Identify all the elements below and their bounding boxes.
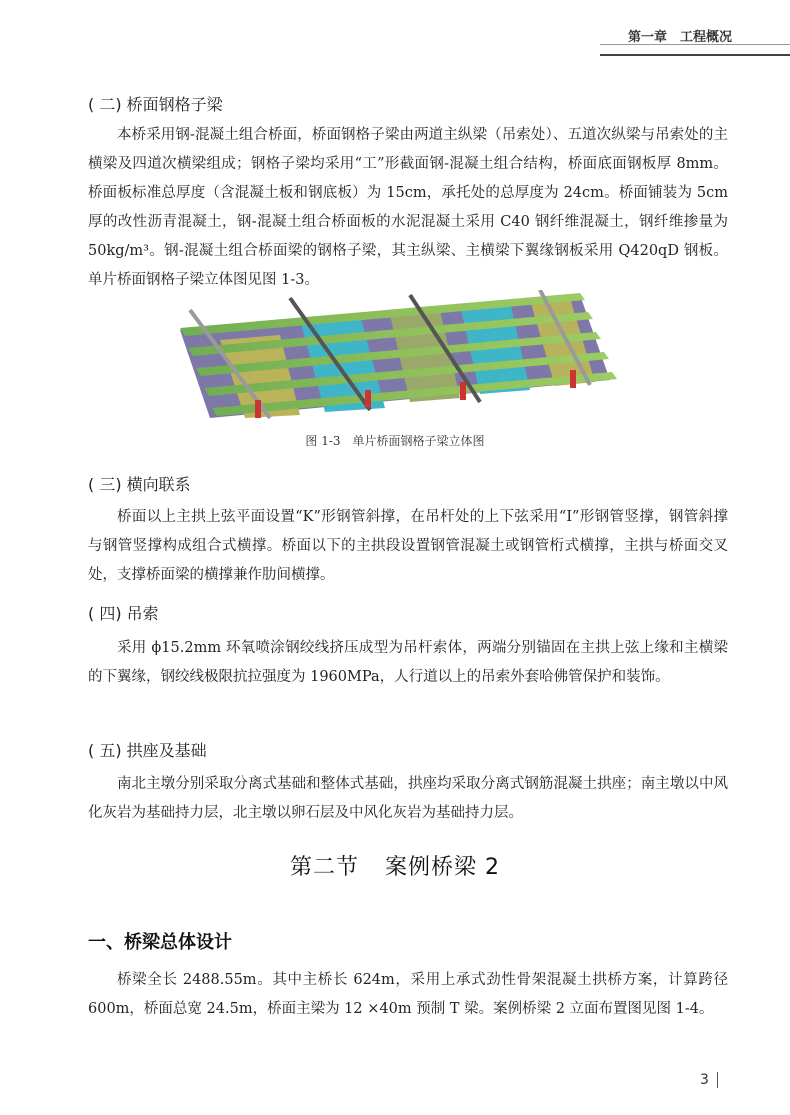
heading-deck-steel-grid: ( 二) 桥面钢格子梁: [88, 95, 223, 114]
section-title: [0, 850, 790, 881]
paragraph-deck-steel-grid: 本桥采用钢-混凝土组合桥面，桥面钢格子梁由两道主纵梁（吊索处）、五道次纵梁与吊索处的主横梁及四道次横梁组成；钢格子梁均采用“工”形截面钢-混凝土组合结构，桥面底面钢板厚 8mm。桥面板标准总厚度（含混凝土板和钢底板）为 15cm，承托处的总厚度为 24cm。桥面铺装为 5cm 厚的改性沥青混凝土，钢-混凝土组合桥面板的水泥混凝土采用 C40 钢纤维混凝土，钢纤维掺量为 50kg/m³。钢-混凝土组合桥面梁的钢格子梁，其主纵梁、主横梁下翼缘钢板采用 Q420qD 钢板。单片桥面钢格子梁立体图见图 1-3。: [88, 127, 728, 288]
paragraph-lateral-bracing: 桥面以上主拱上弦平面设置“K”形钢管斜撑，在吊杆处的上下弦采用“I”形钢管竖撑，钢管斜撑与钢管竖撑构成组合式横撑。桥面以下的主拱段设置钢管混凝土或钢管桁式横撑，主拱与桥面交叉处，支撑桥面梁的横撑兼作肋间横撑。: [88, 509, 728, 583]
figure-steel-grid-beam: [160, 290, 630, 425]
page-number: [700, 1072, 718, 1088]
section-name: 案例桥梁 2: [385, 855, 500, 880]
heading-lateral-bracing: ( 三) 横向联系: [88, 475, 191, 494]
subsection-heading: 一、桥梁总体设计: [88, 932, 232, 953]
section-number: 第二节: [289, 855, 359, 880]
heading-arch-foundation: ( 五) 拱座及基础: [88, 741, 207, 760]
heading-hangers: ( 四) 吊索: [88, 604, 159, 623]
running-header: [600, 22, 790, 48]
paragraph-arch-foundation: 南北主墩分别采取分离式基础和整体式基础，拱座均采取分离式钢筋混凝土拱座；南主墩以中风化灰岩为基础持力层，北主墩以卵石层及中风化灰岩为基础持力层。: [88, 776, 728, 821]
page-number-value: 3: [700, 1072, 709, 1088]
header-rule: [600, 54, 790, 56]
figure-caption: 图 1-3 单片桥面钢格子梁立体图: [305, 434, 485, 448]
paragraph-overall-design: 桥梁全长 2488.55m。其中主桥长 624m，采用上承式劲性骨架混凝土拱桥方案，计算跨径 600m，桥面总宽 24.5m，桥面主梁为 12 ×40m 预制 T 梁。案例桥梁 2 立面布置图见图 1-4。: [88, 972, 728, 1017]
paragraph-hangers: 采用 ϕ15.2mm 环氧喷涂钢绞线挤压成型为吊杆索体，两端分别锚固在主拱上弦上缘和主横梁的下翼缘，钢绞线极限抗拉强度为 1960MPa，人行道以上的吊索外套哈佛管保护和装饰。: [88, 640, 728, 685]
running-title: 第一章 工程概况: [628, 30, 733, 45]
